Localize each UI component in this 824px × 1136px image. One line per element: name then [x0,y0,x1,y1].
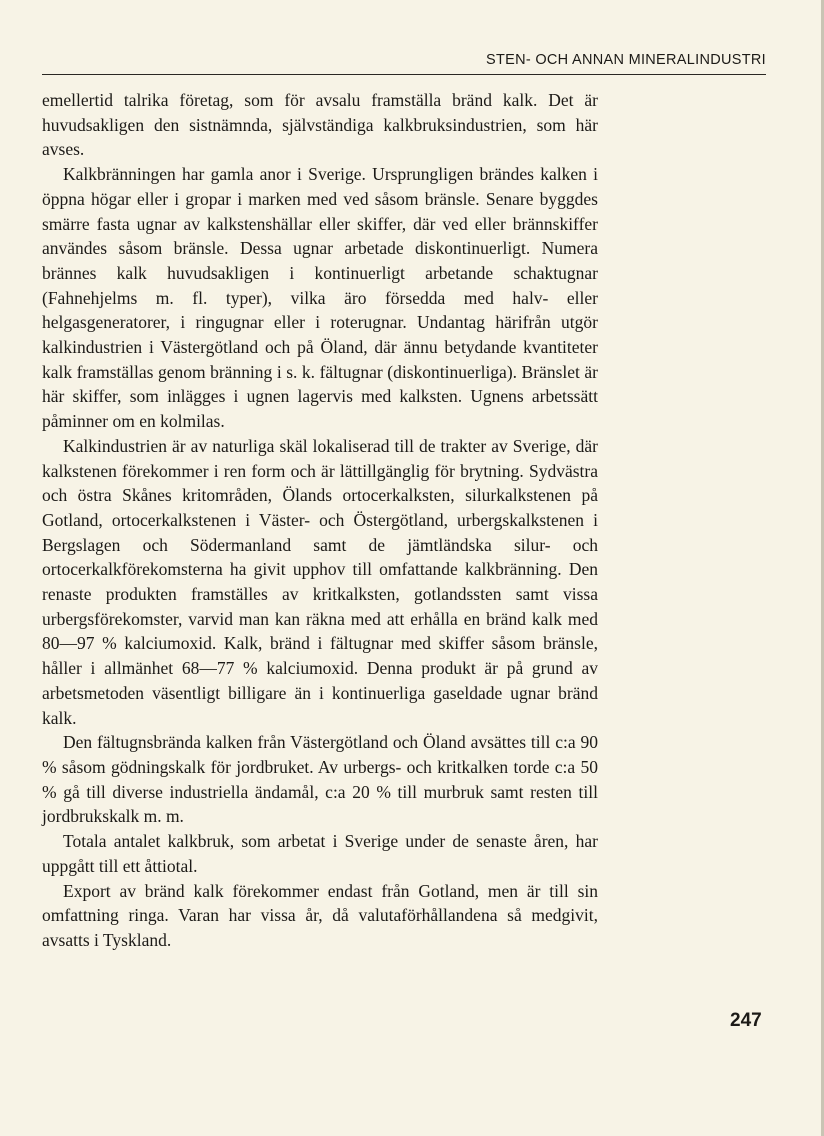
paragraph-count: Totala antalet kalkbruk, som arbetat i Sverige under de senaste åren, har uppgått till ett åttiotal. [42,831,598,876]
header-rule [42,74,766,75]
page-number: 247 [730,1010,762,1031]
paragraph-continued: emellertid talrika företag, som för avsalu framställa bränd kalk. Det är huvudsakligen den sistnämnda, självständiga kalkbruksindustrien, som här avses. [42,90,598,160]
running-header: STEN- OCH ANNAN MINERALINDUSTRI [486,52,766,68]
paragraph-history: Kalkbränningen har gamla anor i Sverige. Ursprungligen brändes kalken i öppna högar eller i gropar i marken med ved såsom bränsle. Senare byggdes smärre fasta ugnar av kalkstenshällar eller skiffer, där ved eller brännskiffer användes såsom bränsle. Dessa ugnar arbetade diskontinuerligt. Numera brännes kalk huvudsakligen i kontinuerligt arbetande schaktugnar (Fahnehjelms m. fl. typer), vilka äro försedda med halv- eller helgasgeneratorer, i ringugnar eller i roterugnar. Undantag härifrån utgör kalkindustrien i Västergötland och på Öland, där ännu betydande kvantiteter kalk framställas genom bränning i s. k. fältugnar (diskontinuerliga). Bränslet är här skiffer, som inlägges i ugnen lagervis med kalksten. Ugnens arbetssätt påminner om en kolmilas. [42,164,598,432]
paragraph-usage: Den fältugnsbrända kalken från Västergötland och Öland avsättes till c:a 90 % såsom gödningskalk för jordbruket. Av urbergs- och kritkalken torde c:a 50 % gå till diverse industriella ändamål, c:a 20 % till murbruk samt resten till jordbrukskalk m. m. [42,732,598,827]
paragraph-export: Export av bränd kalk förekommer endast från Gotland, men är till sin omfattning ringa. Varan har vissa år, då valutaförhållandena så medgivit, avsatts i Tyskland. [42,880,598,950]
paragraph-localization: Kalkindustrien är av naturliga skäl lokaliserad till de trakter av Sverige, där kalkstenen förekommer i ren form och är lättillgänglig för brytning. Sydvästra och östra Skånes kritområden, Ölands ortocerkalksten, silurkalkstenen på Gotland, ortocerkalkstenen i Väster- och Östergötland, urbergskalkstenen i Bergslagen och Södermanland samt de jämtländska silur- och ortocerkalkförekomsterna ha givit upphov till omfattande kalkbränning. Den renaste produkten framställes av kritkalksten, gotlandssten samt vissa urbergsförekomster, varvid man kan räkna med att erhålla en bränd kalk med 80—97 % kalciumoxid. Kalk, bränd i fältugnar med skiffer såsom bränsle, håller i allmänhet 68—77 % kalciumoxid. Denna produkt är på grund av arbetsmetoden väsentligt billigare än i kontinuerliga gaseldade ugnar bränd kalk. [42,435,598,728]
body-text [42,88,598,953]
